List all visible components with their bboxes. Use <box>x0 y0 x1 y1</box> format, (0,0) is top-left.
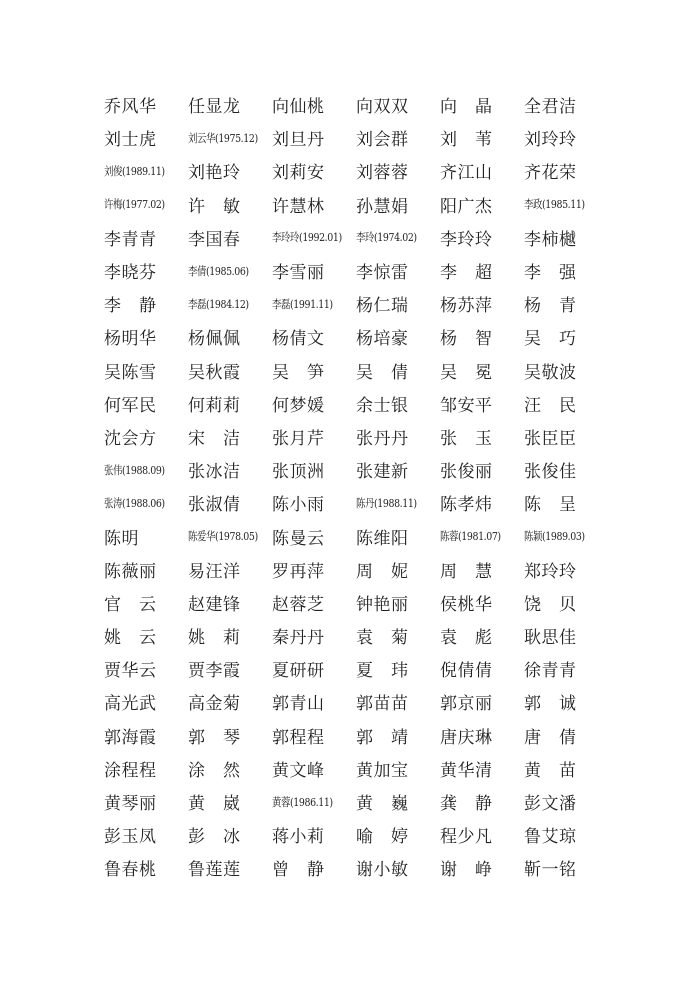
name-entry: 陈维阳 <box>356 528 409 549</box>
name-entry: 陈明 <box>104 528 139 549</box>
name-entry: 张建新 <box>356 462 409 483</box>
name-entry: 彭 冰 <box>188 827 241 848</box>
name-entry: 黄蓉(1986.11) <box>272 794 333 809</box>
name-entry: 刘会群 <box>356 130 409 151</box>
name-entry: 陈蓉(1981.07) <box>440 529 501 544</box>
name-entry: 李玲(1974.02) <box>356 230 417 245</box>
name-entry: 李玲玲(1992.01) <box>272 230 342 245</box>
name-entry: 吴 笋 <box>272 362 325 383</box>
name-entry: 何莉莉 <box>188 395 241 416</box>
name-entry: 官 云 <box>104 594 157 615</box>
name-entry: 姚 莉 <box>188 628 241 649</box>
name-entry: 张俊丽 <box>440 462 493 483</box>
name-entry: 郭 诚 <box>524 694 577 715</box>
name-entry: 高金菊 <box>188 694 241 715</box>
name-entry: 张俊佳 <box>524 462 577 483</box>
name-entry: 黄 苗 <box>524 760 577 781</box>
name-entry: 何军民 <box>104 395 157 416</box>
name-entry: 杨倩文 <box>272 329 325 350</box>
name-row <box>104 121 600 154</box>
name-entry: 李国春 <box>188 229 241 250</box>
name-entry: 杨苏萍 <box>440 296 493 317</box>
name-entry: 吴秋霞 <box>188 362 241 383</box>
name-entry: 刘玲玲 <box>524 130 577 151</box>
name-entry: 全君洁 <box>524 97 577 118</box>
name-row <box>104 453 600 486</box>
name-entry: 陈丹(1988.11) <box>356 495 417 510</box>
name-entry: 杨 青 <box>524 296 577 317</box>
name-entry: 郭青山 <box>272 694 325 715</box>
name-entry: 郭程程 <box>272 727 325 748</box>
name-entry: 侯桃华 <box>440 594 493 615</box>
name-entry: 陈孝炜 <box>440 495 493 516</box>
name-entry: 周 妮 <box>356 561 409 582</box>
name-entry: 黄华清 <box>440 760 493 781</box>
name-list-grid <box>104 88 600 885</box>
name-entry: 乔风华 <box>104 97 157 118</box>
name-entry: 高光武 <box>104 694 157 715</box>
name-entry: 张淑倩 <box>188 495 241 516</box>
name-entry: 杨明华 <box>104 329 157 350</box>
name-entry: 李青青 <box>104 229 157 250</box>
name-entry: 鲁春桃 <box>104 860 157 881</box>
name-entry: 吴陈雪 <box>104 362 157 383</box>
name-entry: 李磊(1991.11) <box>272 296 333 311</box>
name-entry: 张伟(1988.09) <box>104 462 165 477</box>
name-row <box>104 486 600 519</box>
name-entry: 李玲玲 <box>440 229 493 250</box>
name-entry: 涂程程 <box>104 760 157 781</box>
name-entry: 向 晶 <box>440 97 493 118</box>
name-entry: 郭 靖 <box>356 727 409 748</box>
name-entry: 黄 崴 <box>188 794 241 815</box>
name-row <box>104 420 600 453</box>
name-entry: 杨佩佩 <box>188 329 241 350</box>
name-entry: 刘旦丹 <box>272 130 325 151</box>
name-entry: 孙慧娟 <box>356 196 409 217</box>
name-entry: 张冰洁 <box>188 462 241 483</box>
name-entry: 郭京丽 <box>440 694 493 715</box>
name-row <box>104 88 600 121</box>
name-entry: 彭玉凤 <box>104 827 157 848</box>
name-entry: 任显龙 <box>188 97 241 118</box>
name-entry: 刘士虎 <box>104 130 157 151</box>
name-entry: 张顶洲 <box>272 462 325 483</box>
name-entry: 鲁艾琼 <box>524 827 577 848</box>
name-entry: 杨 智 <box>440 329 493 350</box>
name-entry: 吴 倩 <box>356 362 409 383</box>
name-entry: 饶 贝 <box>524 594 577 615</box>
name-entry: 陈颖(1989.03) <box>524 529 585 544</box>
name-entry: 李政(1985.11) <box>524 197 585 212</box>
name-row <box>104 320 600 353</box>
name-entry: 郭苗苗 <box>356 694 409 715</box>
name-entry: 周 慧 <box>440 561 493 582</box>
name-entry: 刘莉安 <box>272 163 325 184</box>
name-entry: 钟艳丽 <box>356 594 409 615</box>
name-entry: 刘蓉蓉 <box>356 163 409 184</box>
name-row <box>104 287 600 320</box>
name-entry: 贾华云 <box>104 661 157 682</box>
name-entry: 黄文峰 <box>272 760 325 781</box>
name-entry: 贾李霞 <box>188 661 241 682</box>
name-row <box>104 785 600 818</box>
name-entry: 张月芹 <box>272 428 325 449</box>
name-entry: 吴 冕 <box>440 362 493 383</box>
name-entry: 谢小敏 <box>356 860 409 881</box>
name-entry: 许慧林 <box>272 196 325 217</box>
name-row <box>104 818 600 851</box>
name-entry: 李柿樾 <box>524 229 577 250</box>
name-entry: 蒋小莉 <box>272 827 325 848</box>
name-row <box>104 354 600 387</box>
name-entry: 刘艳玲 <box>188 163 241 184</box>
name-entry: 郑玲玲 <box>524 561 577 582</box>
name-entry: 秦丹丹 <box>272 628 325 649</box>
name-entry: 唐庆琳 <box>440 727 493 748</box>
name-entry: 夏 玮 <box>356 661 409 682</box>
name-entry: 李磊(1984.12) <box>188 296 249 311</box>
name-entry: 靳一铭 <box>524 860 577 881</box>
name-entry: 杨培豪 <box>356 329 409 350</box>
name-entry: 赵蓉芝 <box>272 594 325 615</box>
name-row <box>104 719 600 752</box>
name-entry: 郭 琴 <box>188 727 241 748</box>
name-entry: 向双双 <box>356 97 409 118</box>
name-entry: 沈会方 <box>104 428 157 449</box>
name-entry: 袁 彪 <box>440 628 493 649</box>
name-entry: 龚 静 <box>440 794 493 815</box>
name-entry: 黄加宝 <box>356 760 409 781</box>
name-row <box>104 387 600 420</box>
name-entry: 姚 云 <box>104 628 157 649</box>
name-entry: 喻 婷 <box>356 827 409 848</box>
name-row <box>104 519 600 552</box>
name-entry: 李 超 <box>440 263 493 284</box>
name-row <box>104 685 600 718</box>
name-entry: 夏研研 <box>272 661 325 682</box>
name-entry: 黄 巍 <box>356 794 409 815</box>
name-entry: 郭海霞 <box>104 727 157 748</box>
name-entry: 唐 倩 <box>524 727 577 748</box>
name-row <box>104 221 600 254</box>
name-entry: 袁 菊 <box>356 628 409 649</box>
name-entry: 阳广杰 <box>440 196 493 217</box>
name-entry: 齐花荣 <box>524 163 577 184</box>
name-entry: 鲁莲莲 <box>188 860 241 881</box>
name-entry: 宋 洁 <box>188 428 241 449</box>
name-entry: 余士银 <box>356 395 409 416</box>
name-entry: 吴 巧 <box>524 329 577 350</box>
name-entry: 曾 静 <box>272 860 325 881</box>
name-entry: 许 敏 <box>188 196 241 217</box>
name-row <box>104 619 600 652</box>
name-entry: 李倩(1985.06) <box>188 263 249 278</box>
name-entry: 易汪洋 <box>188 561 241 582</box>
name-entry: 陈曼云 <box>272 528 325 549</box>
name-entry: 陈薇丽 <box>104 561 157 582</box>
name-entry: 邹安平 <box>440 395 493 416</box>
name-entry: 吴敬波 <box>524 362 577 383</box>
name-entry: 向仙桃 <box>272 97 325 118</box>
name-entry: 张臣臣 <box>524 428 577 449</box>
name-row <box>104 188 600 221</box>
name-entry: 倪倩倩 <box>440 661 493 682</box>
name-entry: 李 静 <box>104 296 157 317</box>
name-row <box>104 752 600 785</box>
name-entry: 陈小雨 <box>272 495 325 516</box>
name-entry: 汪 民 <box>524 395 577 416</box>
name-entry: 张涛(1988.06) <box>104 495 165 510</box>
name-entry: 罗再萍 <box>272 561 325 582</box>
name-row <box>104 154 600 187</box>
name-entry: 李晓芬 <box>104 263 157 284</box>
name-entry: 赵建锋 <box>188 594 241 615</box>
name-entry: 黄琴丽 <box>104 794 157 815</box>
name-entry: 齐江山 <box>440 163 493 184</box>
name-entry: 彭文潘 <box>524 794 577 815</box>
name-entry: 陈爱华(1978.05) <box>188 529 258 544</box>
name-entry: 刘 苇 <box>440 130 493 151</box>
name-row <box>104 254 600 287</box>
name-entry: 何梦媛 <box>272 395 325 416</box>
name-entry: 张丹丹 <box>356 428 409 449</box>
name-entry: 涂 然 <box>188 760 241 781</box>
name-entry: 李雪丽 <box>272 263 325 284</box>
name-entry: 张 玉 <box>440 428 493 449</box>
name-row <box>104 652 600 685</box>
name-entry: 程少凡 <box>440 827 493 848</box>
name-entry: 李惊雷 <box>356 263 409 284</box>
name-entry: 陈 呈 <box>524 495 577 516</box>
name-entry: 许梅(1977.02) <box>104 197 165 212</box>
name-entry: 刘云华(1975.12) <box>188 130 258 145</box>
name-entry: 耿思佳 <box>524 628 577 649</box>
name-entry: 李 强 <box>524 263 577 284</box>
name-entry: 徐青青 <box>524 661 577 682</box>
name-entry: 谢 峥 <box>440 860 493 881</box>
name-entry: 刘俊(1989.11) <box>104 163 165 178</box>
name-row <box>104 851 600 884</box>
name-entry: 杨仁瑞 <box>356 296 409 317</box>
name-row <box>104 586 600 619</box>
name-row <box>104 553 600 586</box>
